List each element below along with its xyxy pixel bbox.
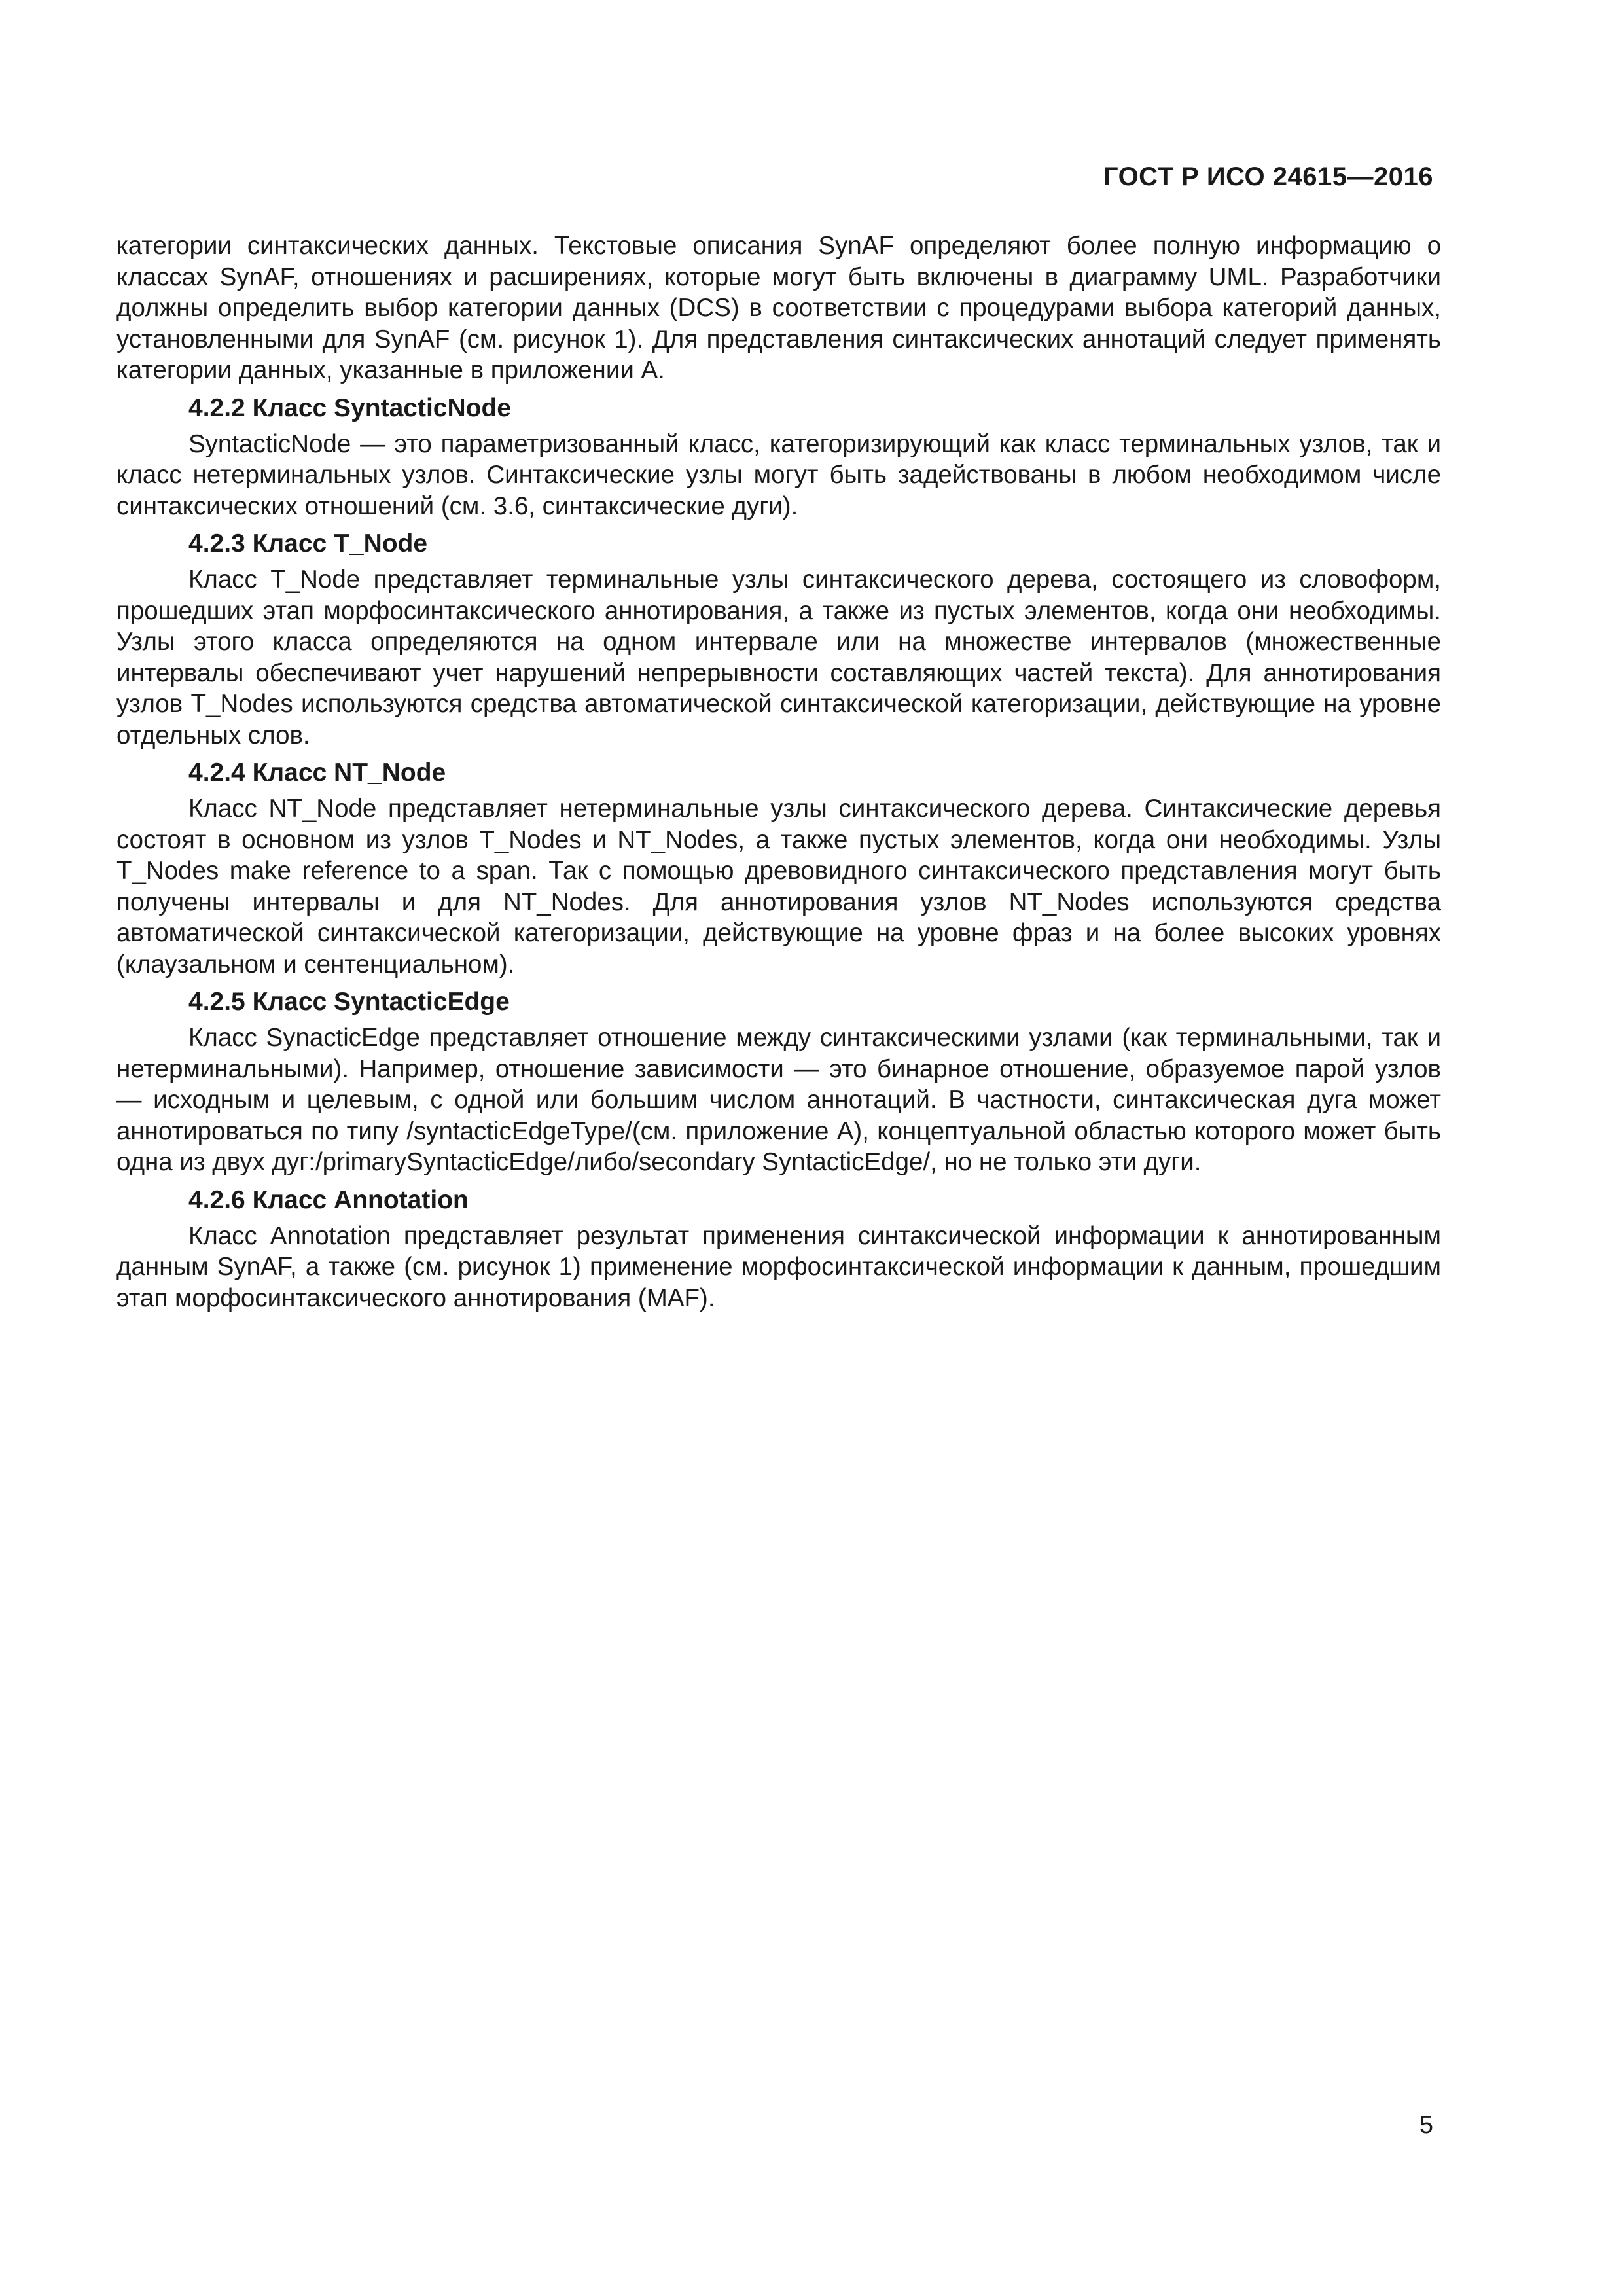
document-standard-header: ГОСТ Р ИСО 24615—2016 bbox=[1103, 162, 1433, 191]
section-text-syntactic-edge: Класс SynacticEdge представляет отношение между синтаксическими узлами (как терминальными, так и нетерминальными). Например, отношение зависимости — это бинарное отношение, образуемое парой узлов — исходным и целевым, с одной или большим числом аннотаций. В частности, синтаксическая дуга может аннотироваться по типу /syntacticEdgeType/(см. приложение А), концептуальной областью которого может быть одна из двух дуг:/primarySyntacticEdge/либо/secondary SyntacticEdge/, но не только эти дуги. bbox=[116, 1024, 1441, 1176]
section-text-t-node: Класс T_Node представляет терминальные узлы синтаксического дерева, состоящего из словоформ, прошедших этап морфосинтаксического аннотирования, а также из пустых элементов, когда они необходимы. Узлы этого класса определяются на одном интервале или на множестве интервалов (множественные интервалы обеспечивают учет нарушений непрерывности составляющих частей текста). Для аннотирования узлов T_Nodes используются средства автоматической синтаксической категоризации, действующие на уровне отдельных слов. bbox=[116, 565, 1441, 749]
section-text-annotation: Класс Annotation представляет результат применения синтаксической информации к аннотированным данным SynAF, а также (см. рисунок 1) применение морфосинтаксической информации к данным, прошедшим этап морфосинтаксического аннотирования (MAF). bbox=[116, 1221, 1441, 1312]
section-heading-nt-node: 4.2.4 Класс NT_Node bbox=[188, 759, 446, 787]
document-body bbox=[116, 230, 1441, 1314]
section-heading-syntactic-edge: 4.2.5 Класс SyntacticEdge bbox=[188, 988, 510, 1016]
intro-paragraph: категории синтаксических данных. Текстовые описания SynAF определяют более полную информацию о классах SynAF, отношениях и расширениях, которые могут быть включены в диаграмму UML. Разработчики должны определить выбор категории данных (DCS) в соответствии с процедурами выбора категорий данных, установленными для SynAF (см. рисунок 1). Для представления синтаксических аннотаций следует применять категории данных, указанные в приложении А. bbox=[116, 232, 1441, 384]
section-text-syntactic-node: SyntacticNode — это параметризованный класс, категоризирующий как класс терминальных узлов, так и класс нетерминальных узлов. Синтаксические узлы могут быть задействованы в любом необходимом числе синтаксических отношений (см. 3.6, синтаксические дуги). bbox=[116, 429, 1441, 520]
section-heading-annotation: 4.2.6 Класс Annotation bbox=[188, 1185, 469, 1214]
section-heading-syntactic-node: 4.2.2 Класс SyntacticNode bbox=[188, 393, 511, 422]
page-number: 5 bbox=[1419, 2111, 1433, 2139]
section-text-nt-node: Класс NT_Node представляет нетерминальные узлы синтаксического дерева. Синтаксические деревья состоят в основном из узлов T_Nodes и NT_Nodes, а также пустых элементов, когда они необходимы. Узлы T_Nodes make reference to a span. Так с помощью древовидного синтаксического представления могут быть получены интервалы и для NT_Nodes. Для аннотирования узлов NT_Nodes используются средства автоматической синтаксической категоризации, действующие на уровне фраз и на более высоких уровнях (клаузальном и сентенциальном). bbox=[116, 795, 1441, 978]
section-heading-t-node: 4.2.3 Класс T_Node bbox=[188, 529, 428, 558]
